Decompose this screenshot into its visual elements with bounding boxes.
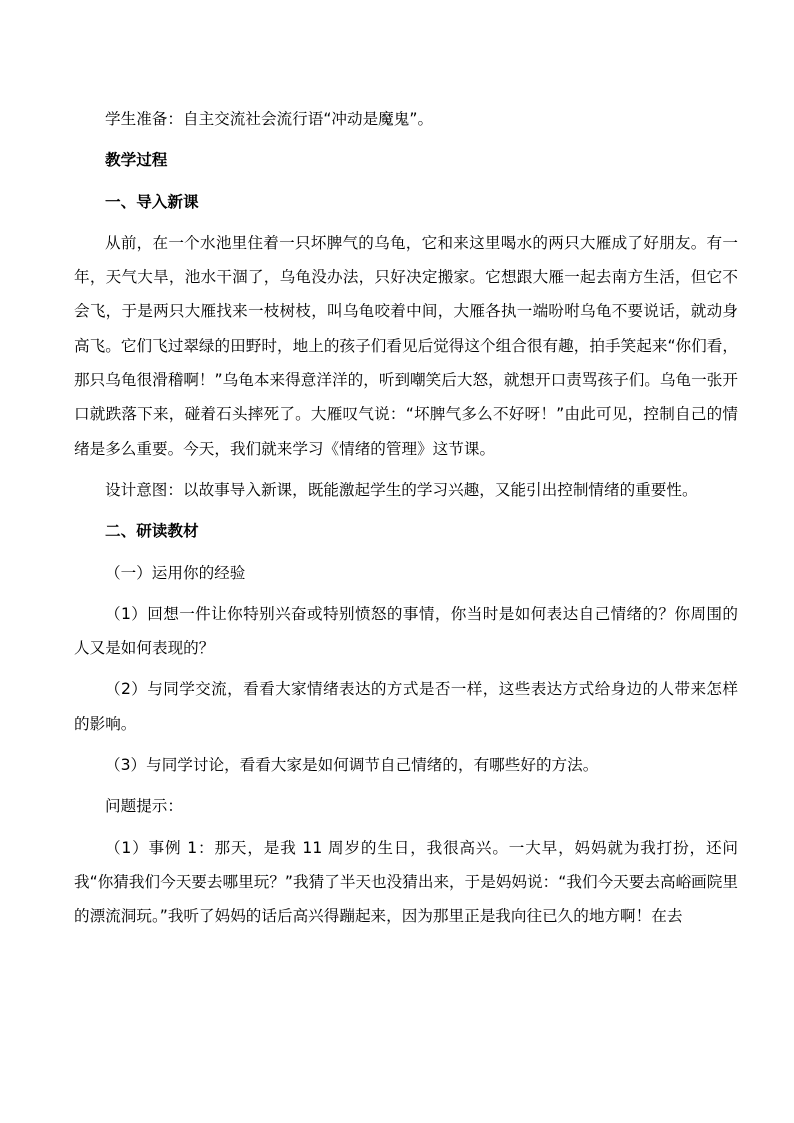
design-intent-paragraph: 设计意图：以故事导入新课，既能激起学生的学习兴趣，又能引出控制情绪的重要性。 [105, 480, 698, 499]
question-1-paragraph: （1）回想一件让你特别兴奋或特别愤怒的事情，你当时是如何表达自己情绪的？你周围的人又是如何表现的？ [74, 604, 738, 658]
document-body [74, 102, 738, 934]
hint-label: 问题提示： [105, 797, 183, 816]
teaching-process-heading: 教学过程 [105, 151, 168, 170]
section-2-heading: 二、研读教材 [105, 522, 199, 541]
section-1-heading: 一、导入新课 [105, 192, 199, 211]
subsection-1-heading: （一）运用你的经验 [105, 563, 246, 582]
example-1-paragraph: （1）事例 1：那天，是我 11 周岁的生日，我很高兴。一大早，妈妈就为我打扮，还问我“你猜我们今天要去哪里玩？”我猜了半天也没猜出来，于是妈妈说：“我们今天要去高峪画院里的漂流洞玩。”我听了妈妈的话后高兴得蹦起来，因为那里正是我向往已久的地方啊！在去 [74, 838, 738, 926]
question-3-paragraph: （3）与同学讨论，看看大家是如何调节自己情绪的，有哪些好的方法。 [105, 756, 599, 775]
student-prep-paragraph: 学生准备：自主交流社会流行语“冲动是魔鬼”。 [105, 110, 434, 128]
story-paragraph: 从前，在一个水池里住着一只坏脾气的乌龟，它和来这里喝水的两只大雁成了好朋友。有一年，天气大旱，池水干涸了，乌龟没办法，只好决定搬家。它想跟大雁一起去南方生活，但它不会飞，于是两只大雁找来一枝树枝，叫乌龟咬着中间，大雁各执一端吩咐乌龟不要说话，就动身高飞。它们飞过翠绿的田野时，地上的孩子们看见后觉得这个组合很有趣，拍手笑起来“你们看，那只乌龟很滑稽啊！”乌龟本来得意洋洋的，听到嘲笑后大怒，就想开口责骂孩子们。乌龟一张开口就跌落下来，碰着石头摔死了。大雁叹气说：“坏脾气多么不好呀！”由此可见，控制自己的情绪是多么重要。今天，我们就来学习《情绪的管理》这节课。 [74, 233, 738, 458]
question-2-paragraph: （2）与同学交流，看看大家情绪表达的方式是否一样，这些表达方式给身边的人带来怎样的影响。 [74, 680, 738, 733]
